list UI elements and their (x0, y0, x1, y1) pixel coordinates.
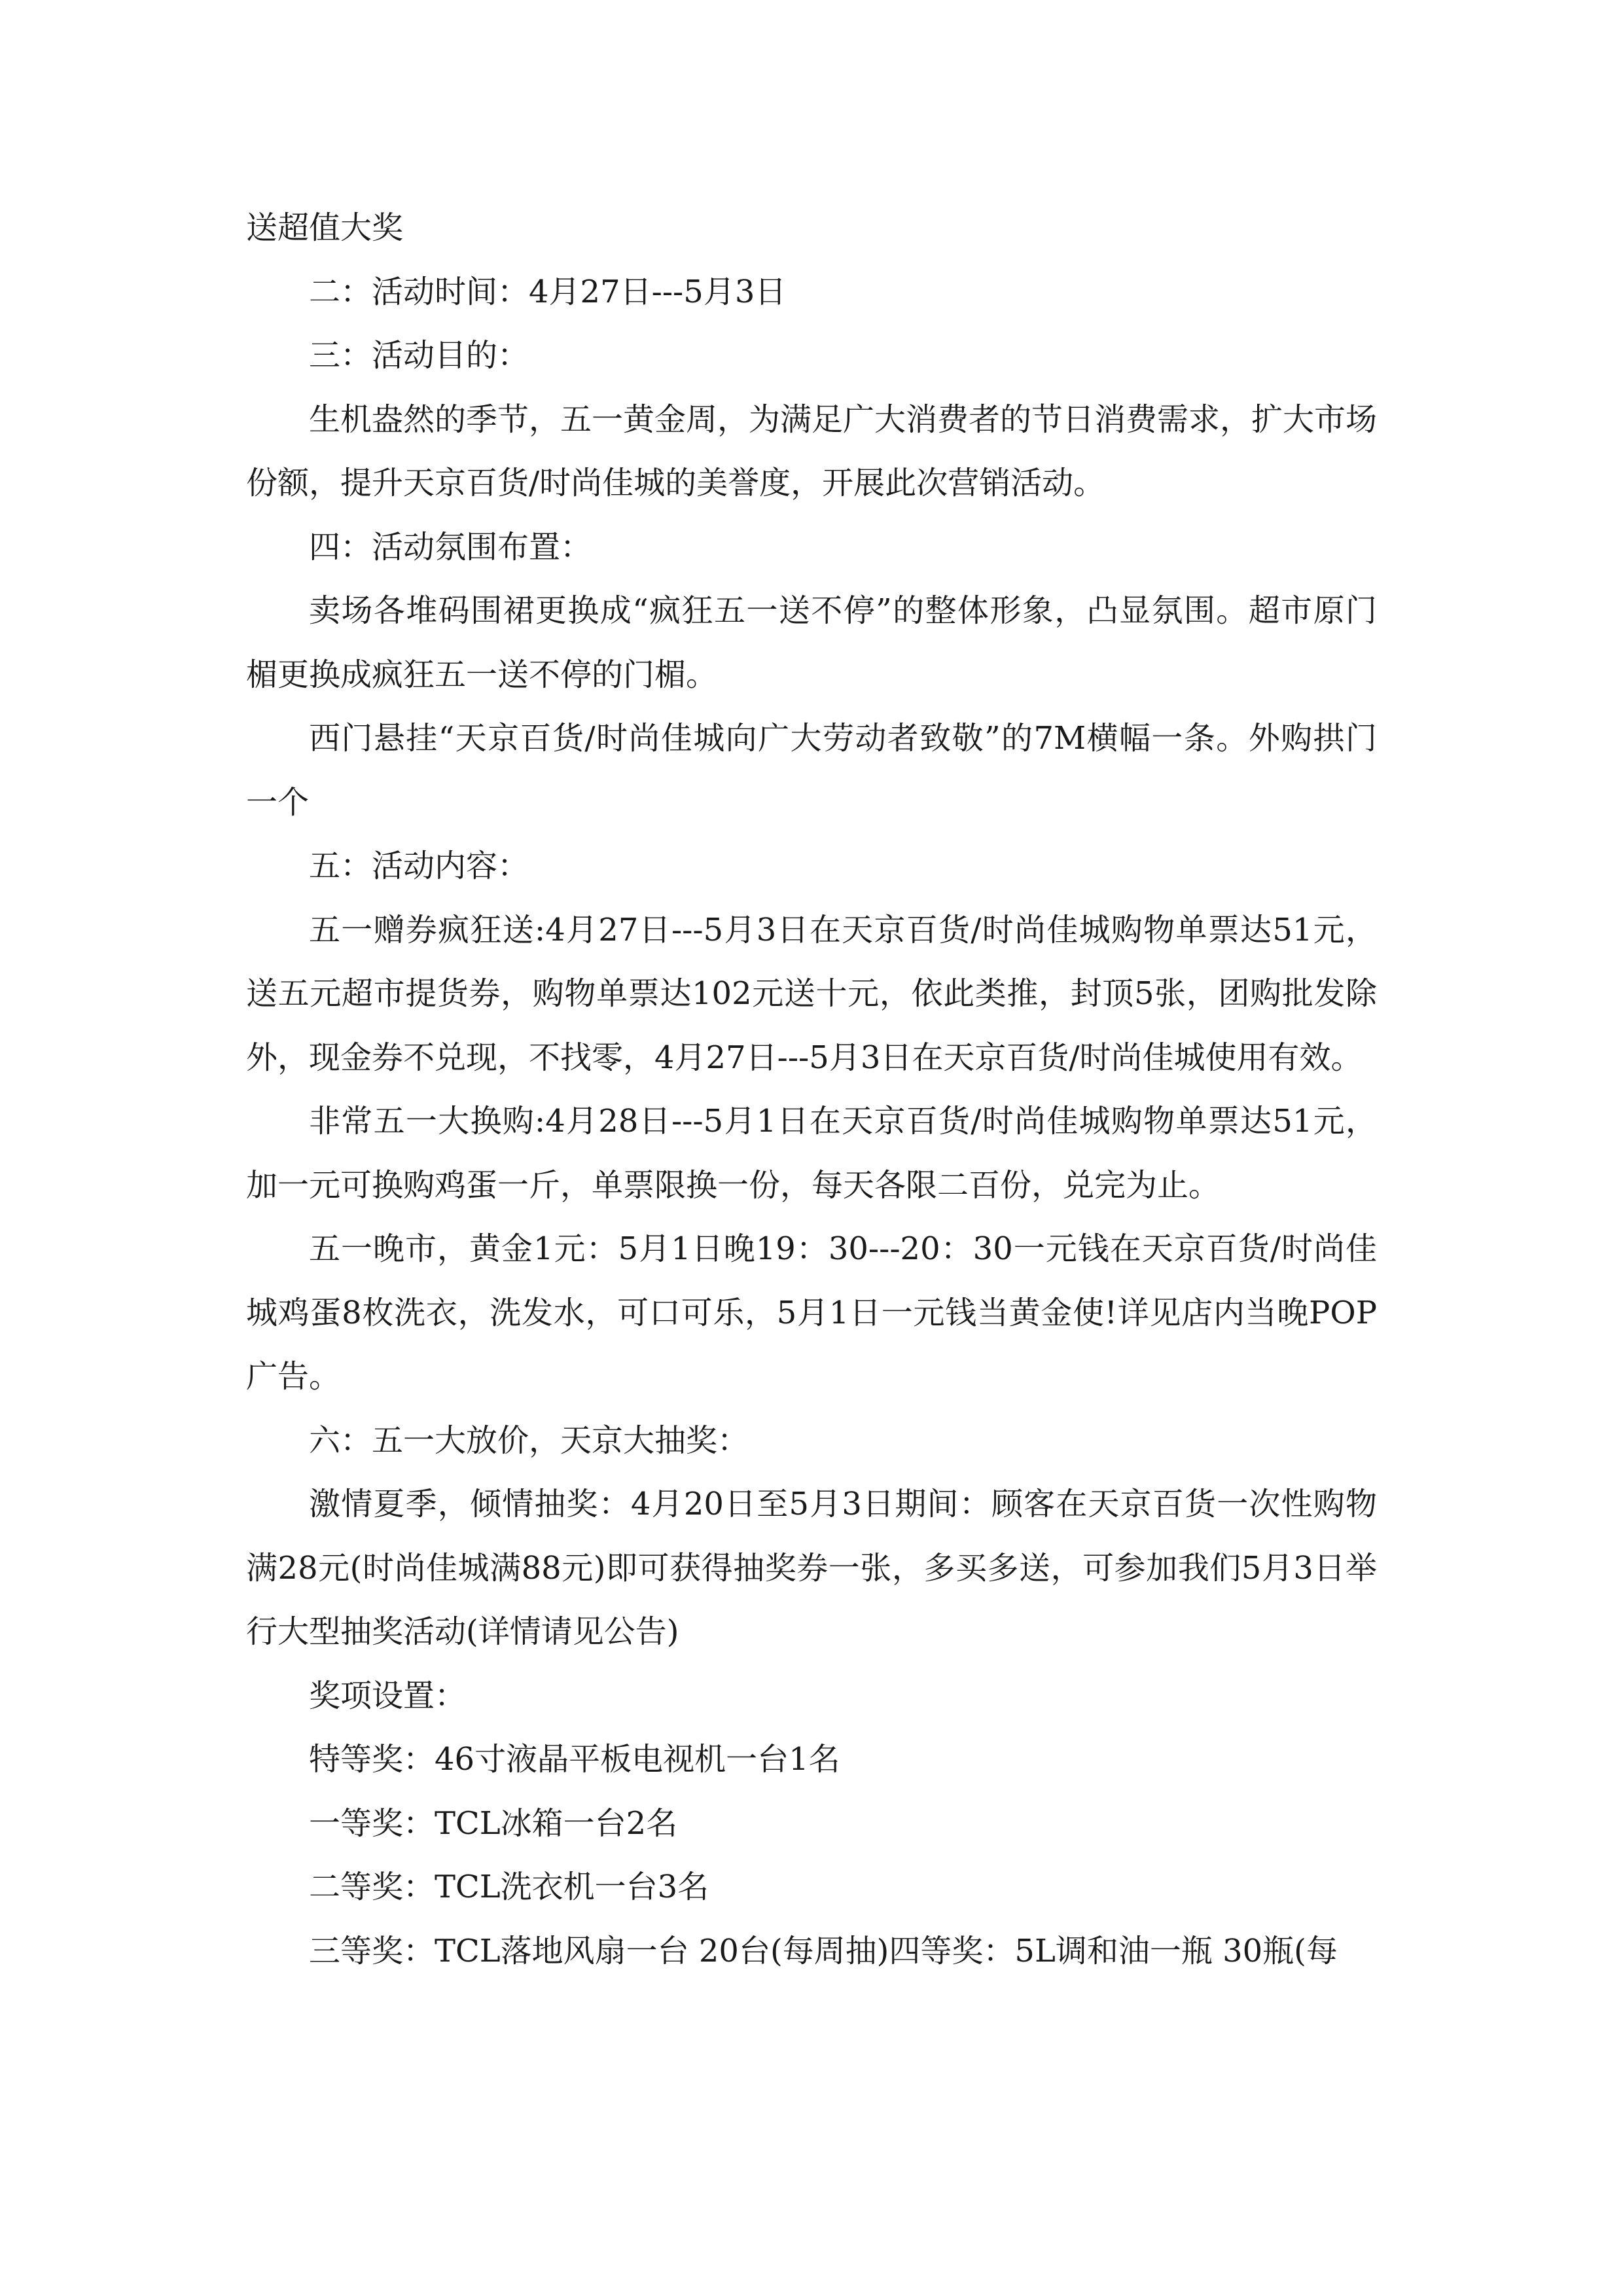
paragraph: 卖场各堆码围裙更换成“疯狂五一送不停”的整体形象，凸显氛围。超市原门楣更换成疯狂五一送不停的门楣。 (246, 592, 1377, 693)
paragraph: 三：活动目的： (309, 337, 529, 374)
paragraph: 西门悬挂“天京百货/时尚佳城向广大劳动者致敬”的7M横幅一条。外购拱门一个 (246, 720, 1377, 821)
paragraph: 五：活动内容： (309, 848, 529, 884)
paragraph: 非常五一大换购:4月28日---5月1日在天京百货/时尚佳城购物单票达51元，加一元可换购鸡蛋一斤，单票限换一份，每天各限二百份，兑完为止。 (246, 1103, 1377, 1204)
paragraph: 五一赠券疯狂送:4月27日---5月3日在天京百货/时尚佳城购物单票达51元，送五元超市提货券，购物单票达102元送十元，依此类推，封顶5张，团购批发除外，现金券不兑现，不找零，4月27日---5月3日在天京百货/时尚佳城使用有效。 (246, 911, 1377, 1076)
paragraph: 激情夏季，倾情抽奖：4月20日至5月3日期间：顾客在天京百货一次性购物满28元(时尚佳城满88元)即可获得抽奖券一张，多买多送，可参加我们5月3日举行大型抽奖活动(详情请见公告) (246, 1486, 1377, 1650)
paragraph: 二等奖：TCL洗衣机一台3名 (309, 1869, 709, 1905)
paragraph: 三等奖：TCL落地风扇一台 20台(每周抽)四等奖：5L调和油一瓶 30瓶(每 (309, 1932, 1338, 1969)
paragraph: 二：活动时间：4月27日---5月3日 (309, 273, 787, 310)
paragraph: 五一晚市，黄金1元：5月1日晚19：30---20：30一元钱在天京百货/时尚佳城鸡蛋8枚洗衣，洗发水，可口可乐，5月1日一元钱当黄金使!详见店内当晚POP广告。 (246, 1230, 1377, 1395)
paragraph: 特等奖：46寸液晶平板电视机一台1名 (309, 1741, 840, 1778)
paragraph: 一等奖：TCL冰箱一台2名 (309, 1804, 678, 1842)
paragraph: 生机盎然的季节，五一黄金周，为满足广大消费者的节日消费需求，扩大市场份额，提升天京百货/时尚佳城的美誉度，开展此次营销活动。 (246, 401, 1378, 501)
paragraph: 奖项设置： (309, 1677, 467, 1714)
paragraph: 六：五一大放价，天京大抽奖： (309, 1422, 749, 1459)
document-body (246, 196, 1377, 1983)
paragraph: 四：活动氛围布置： (309, 528, 592, 565)
paragraph: 送超值大奖 (246, 209, 404, 246)
